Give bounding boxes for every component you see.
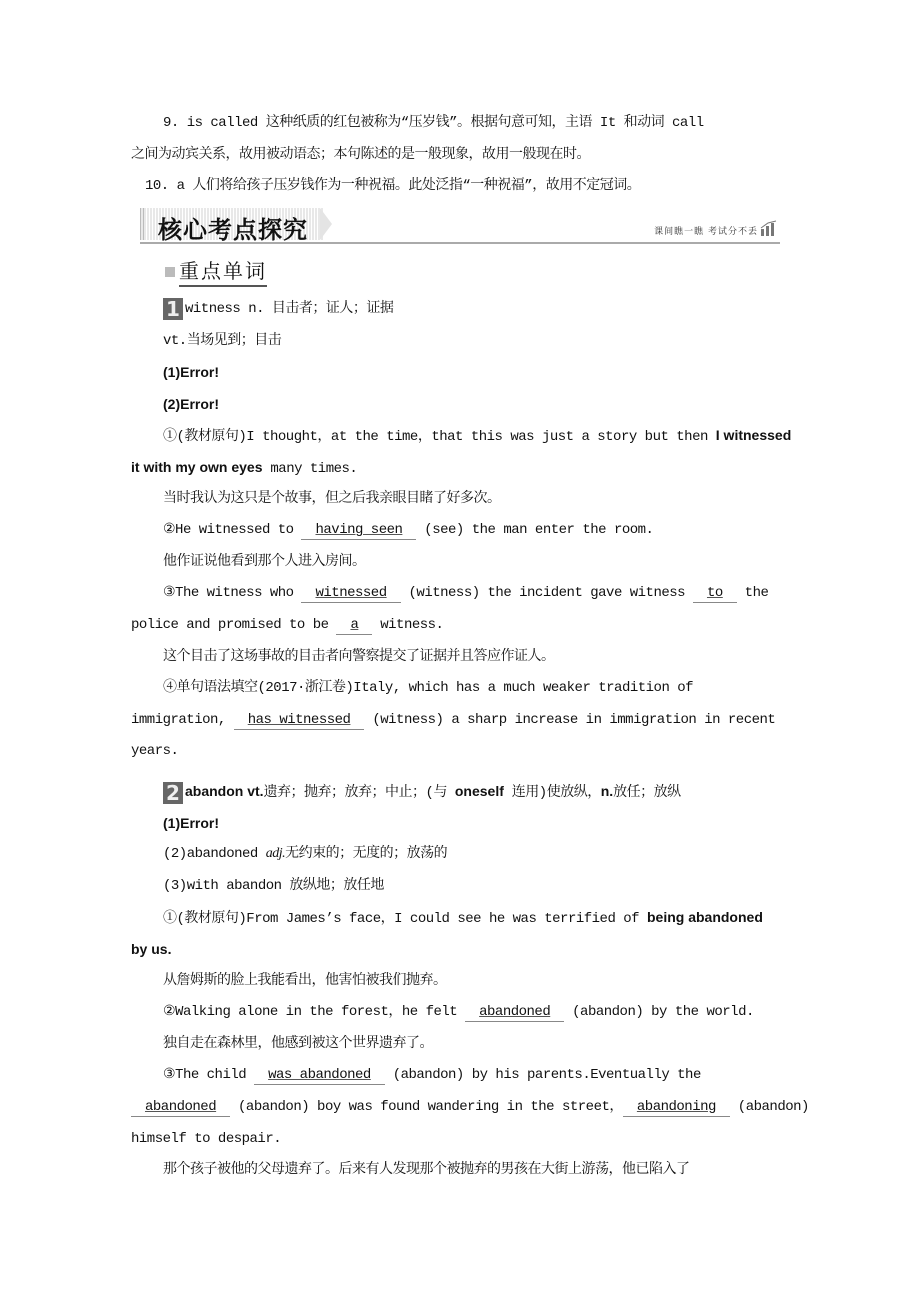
answer-blank: abandoned bbox=[131, 1098, 230, 1117]
bold-text: being abandoned bbox=[646, 909, 763, 926]
text-line bbox=[131, 938, 171, 960]
text-segment: (abandon) by his parents.Eventually the bbox=[384, 1067, 701, 1084]
bar-chart-icon bbox=[760, 220, 778, 236]
text-line bbox=[163, 361, 219, 383]
text-line bbox=[163, 488, 501, 510]
text-line bbox=[163, 582, 768, 604]
text-line bbox=[145, 175, 640, 197]
answer-blank: having seen bbox=[301, 521, 416, 540]
text-line bbox=[163, 1033, 433, 1055]
text-segment: 独自走在森林里，他感到被这个世界遗弃了。 bbox=[163, 1035, 433, 1052]
text-segment: vt.当场见到；目击 bbox=[163, 332, 282, 349]
text-line bbox=[163, 843, 447, 865]
text-segment: (see) the man enter the room. bbox=[416, 522, 654, 539]
item-number-badge: 2 bbox=[163, 782, 183, 804]
text-segment: witness. bbox=[372, 617, 444, 633]
text-line bbox=[163, 906, 763, 928]
text-line bbox=[131, 144, 590, 166]
answer-blank: witnessed bbox=[301, 584, 400, 603]
answer-blank: a bbox=[336, 616, 372, 635]
text-segment: many times. bbox=[262, 461, 358, 477]
bold-text: it with my own eyes bbox=[131, 459, 263, 475]
bold-text: by us. bbox=[131, 941, 172, 957]
bold-text: n. bbox=[600, 783, 614, 799]
text-segment: (witness) the incident gave witness bbox=[400, 585, 693, 602]
answer-blank: abandoned bbox=[465, 1003, 564, 1022]
text-line bbox=[131, 614, 443, 636]
text-segment: 10. a 人们将给孩子压岁钱作为一种祝福。此处泛指“一种祝福”，故用不定冠词。 bbox=[145, 178, 641, 195]
text-segment: ②Walking alone in the forest，he felt bbox=[163, 1004, 466, 1021]
bold-text: oneself bbox=[454, 783, 504, 799]
text-line bbox=[163, 424, 791, 446]
bullet-icon bbox=[165, 267, 175, 277]
text-segment: witness n. 目击者；证人；证据 bbox=[185, 301, 394, 317]
text-segment: ③The child bbox=[163, 1067, 255, 1084]
text-segment: 这个目击了这场事故的目击者向警察提交了证据并且答应作证人。 bbox=[163, 648, 555, 665]
bold-text: I witnessed bbox=[715, 427, 792, 444]
text-line bbox=[131, 709, 775, 731]
text-segment: (abandon) by the world. bbox=[564, 1004, 754, 1021]
text-segment: (abandon) bbox=[729, 1099, 809, 1115]
text-line bbox=[163, 780, 681, 805]
text-segment: 遗弃；抛弃；放弃；中止；(与 bbox=[263, 785, 455, 801]
bold-text: (1)Error! bbox=[163, 364, 220, 381]
text-segment: (2)abandoned bbox=[163, 846, 266, 863]
text-segment: ②He witnessed to bbox=[163, 522, 302, 539]
text-segment: 那个孩子被他的父母遗弃了。后来有人发现那个被抛弃的男孩在大街上游荡，他已陷入了 bbox=[163, 1162, 690, 1179]
text-line bbox=[163, 112, 704, 134]
answer-blank: has witnessed bbox=[234, 711, 365, 730]
text-segment: 放任；放纵 bbox=[613, 785, 681, 801]
bold-text: (2)Error! bbox=[163, 395, 220, 412]
text-segment: 9. is called 这种纸质的红包被称为“压岁钱”。根据句意可知，主语 It 和动词 call bbox=[163, 115, 704, 131]
text-segment: ④单句语法填空(2017·浙江卷)Italy, which has a much weaker tradition of bbox=[163, 680, 694, 697]
text-segment: ③The witness who bbox=[163, 585, 302, 602]
answer-blank: abandoning bbox=[623, 1098, 730, 1117]
text-segment: adj. bbox=[265, 846, 286, 862]
text-segment: the bbox=[736, 585, 769, 602]
text-line bbox=[163, 677, 693, 699]
text-line bbox=[163, 812, 219, 834]
banner-slogan: 课间瞧一瞧 考试分不丢 bbox=[654, 227, 758, 237]
text-line bbox=[163, 970, 447, 992]
text-line bbox=[131, 456, 357, 478]
text-segment: 从詹姆斯的脸上我能看出，他害怕被我们抛弃。 bbox=[163, 972, 447, 989]
text-line bbox=[163, 1064, 701, 1086]
text-line bbox=[163, 393, 219, 415]
text-segment: 之间为动宾关系，故用被动语态；本句陈述的是一般现象，故用一般现在时。 bbox=[131, 146, 590, 163]
text-segment: (abandon) boy was found wandering in the street， bbox=[230, 1099, 623, 1115]
answer-blank: was abandoned bbox=[254, 1066, 385, 1085]
answer-blank: to bbox=[693, 584, 737, 603]
text-line bbox=[163, 646, 555, 668]
bold-text: (1)Error! bbox=[163, 814, 220, 831]
text-segment: ①(教材原句)From James’s face，I could see he was terrified of bbox=[163, 911, 647, 928]
text-segment: 他作证说他看到那个人进入房间。 bbox=[163, 553, 366, 570]
text-line bbox=[163, 298, 393, 320]
text-segment: years. bbox=[131, 743, 179, 760]
text-segment: immigration, bbox=[131, 711, 234, 728]
text-line bbox=[163, 551, 366, 573]
text-line bbox=[131, 1128, 281, 1150]
section-title: 重点单词 bbox=[179, 255, 267, 287]
banner-title: 核心考点探究 bbox=[158, 215, 308, 244]
text-line bbox=[163, 519, 653, 541]
text-segment: police and promised to be bbox=[131, 617, 337, 633]
banner-arrow bbox=[320, 208, 332, 240]
item-number-badge: 1 bbox=[163, 298, 183, 320]
text-segment: 无约束的；无度的；放荡的 bbox=[285, 846, 448, 863]
text-line bbox=[163, 875, 384, 897]
text-line bbox=[163, 330, 281, 352]
section-banner bbox=[140, 208, 780, 244]
text-segment: (3)with abandon 放纵地；放任地 bbox=[163, 877, 384, 894]
text-line bbox=[163, 1159, 690, 1181]
text-segment: himself to despair. bbox=[131, 1130, 282, 1147]
bold-text: abandon vt. bbox=[185, 783, 264, 799]
text-segment: 当时我认为这只是个故事，但之后我亲眼目睹了好多次。 bbox=[163, 490, 501, 507]
text-line bbox=[163, 1001, 754, 1023]
text-line bbox=[131, 1096, 809, 1118]
text-segment: (witness) a sharp increase in immigration in recent bbox=[364, 711, 776, 728]
text-line bbox=[131, 740, 178, 762]
text-segment: ①(教材原句)I thought，at the time，that this was just a story but then bbox=[163, 429, 716, 446]
text-segment: 连用)使放纵， bbox=[503, 785, 601, 801]
